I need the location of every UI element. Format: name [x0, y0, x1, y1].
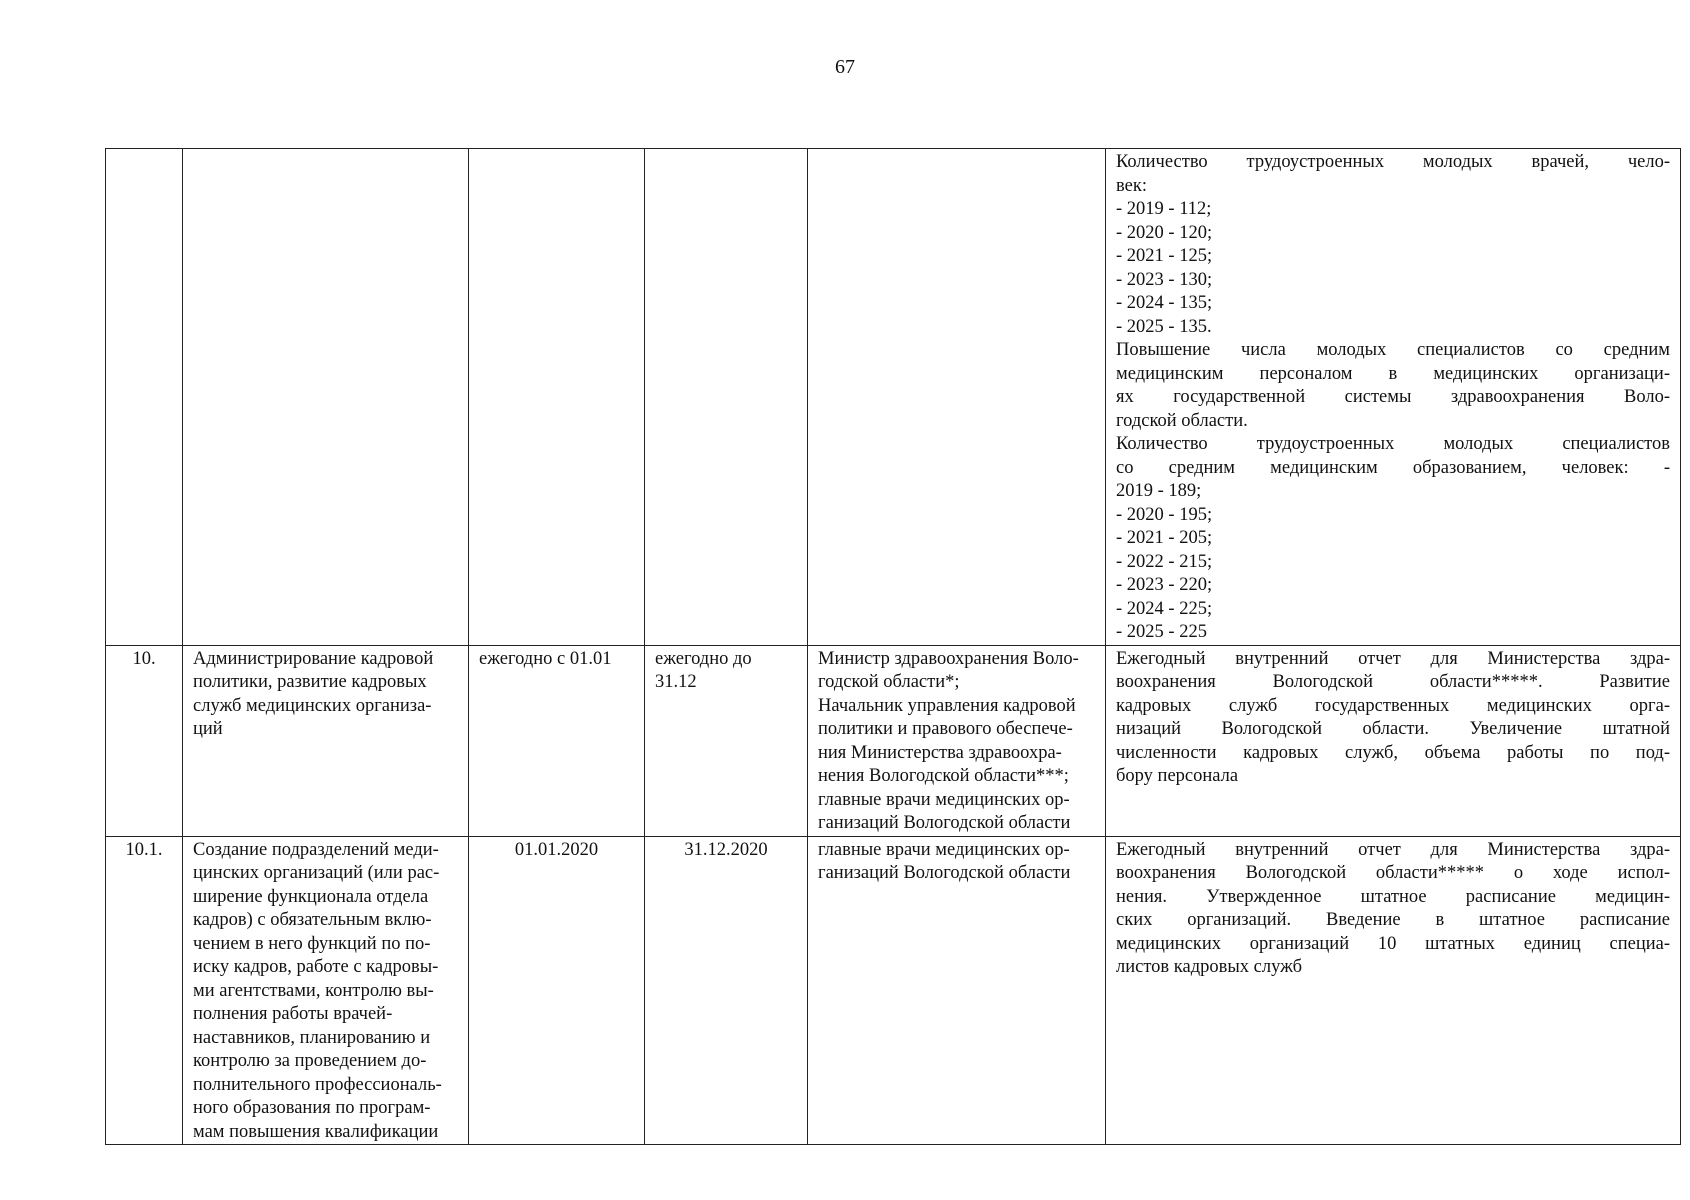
text-line: чением в него функций по по-: [193, 933, 431, 954]
text-line: ций: [193, 719, 223, 739]
text-line: служб медицинских организа-: [193, 695, 432, 716]
text-line: - 2019 - 112;: [1116, 199, 1212, 219]
text-line: ганизаций Вологодской области: [818, 813, 1071, 833]
table-row: [106, 645, 1681, 836]
text-line: - 2021 - 205;: [1116, 528, 1213, 548]
text-line: Начальник управления кадровой: [818, 695, 1076, 716]
table-body: [106, 149, 1681, 1145]
text-line: низаций Вологодской области. Увеличение штатной: [1116, 719, 1670, 739]
text-line: Ежегодный внутренний отчет для Министерства здра-: [1116, 648, 1670, 669]
cell-expected-result: [1106, 149, 1681, 646]
text-line: ного образования по програм-: [193, 1098, 431, 1118]
text-line: 31.12.2020: [684, 839, 768, 860]
text-line: ях государственной системы здравоохранения Воло-: [1116, 387, 1670, 407]
text-line: Повышение числа молодых специалистов со средним: [1116, 340, 1670, 360]
cell-activity-name: [183, 149, 469, 646]
text-line: ширение функционала отдела: [193, 886, 429, 907]
text-line: ских организаций. Введение в штатное расписание: [1116, 910, 1670, 930]
text-line: бору персонала: [1116, 766, 1239, 786]
text-line: кадровых служб государственных медицинских орга-: [1116, 695, 1670, 716]
text-line: главные врачи медицинских ор-: [818, 789, 1070, 810]
text-line: воохранения Вологодской области***** о ходе испол-: [1116, 863, 1670, 883]
text-line: ми агентствами, контролю вы-: [193, 980, 434, 1001]
page-number: 67: [835, 56, 855, 78]
cell-end-date: [645, 836, 808, 1145]
text-line: политики, развитие кадровых: [193, 672, 427, 692]
text-line: - 2020 - 195;: [1116, 504, 1213, 525]
text-line: полнения работы врачей-: [193, 1004, 393, 1024]
text-line: Администрирование кадровой: [193, 648, 434, 669]
text-line: - 2024 - 135;: [1116, 293, 1213, 313]
cell-start-date: ежегодно с 01.01: [469, 645, 645, 836]
text-line: кадров) с обязательным вклю-: [193, 910, 432, 930]
text-line: ежегодно до: [655, 648, 752, 669]
cell-responsible: [808, 645, 1106, 836]
text-line: - 2020 - 120;: [1116, 222, 1213, 243]
text-line: ганизаций Вологодской области: [818, 863, 1071, 883]
text-line: медицинским персоналом в медицинских организаци-: [1116, 363, 1670, 384]
cell-start-date: 01.01.2020: [469, 836, 645, 1145]
table-row: [106, 149, 1681, 646]
text-line: листов кадровых служб: [1116, 957, 1303, 977]
text-line: численности кадровых служб, объема работы по под-: [1116, 742, 1670, 763]
text-line: со средним медицинским образованием, человек: -: [1116, 457, 1670, 478]
text-line: Создание подразделений меди-: [193, 839, 439, 860]
cell-start-date: [469, 149, 645, 646]
cell-number: 10.1.: [106, 836, 183, 1145]
text-line: 31.12: [655, 672, 697, 692]
text-line: Ежегодный внутренний отчет для Министерства здра-: [1116, 839, 1670, 860]
cell-end-date: [645, 149, 808, 646]
cell-end-date: [645, 645, 808, 836]
text-line: Количество трудоустроенных молодых специалистов: [1116, 434, 1670, 454]
text-line: ния Министерства здравоохра-: [818, 742, 1062, 763]
cell-number: 10.: [106, 645, 183, 836]
text-line: 2019 - 189;: [1116, 481, 1202, 501]
text-line: медицинских организаций 10 штатных единиц специа-: [1116, 933, 1670, 954]
text-line: нения Вологодской области***;: [818, 766, 1069, 786]
table-row: [106, 836, 1681, 1145]
text-line: годской области*;: [818, 672, 960, 692]
text-line: - 2023 - 220;: [1116, 575, 1213, 595]
text-line: - 2024 - 225;: [1116, 598, 1213, 619]
text-line: нения. Утвержденное штатное расписание медицин-: [1116, 886, 1670, 907]
text-line: полнительного профессиональ-: [193, 1074, 442, 1095]
text-line: - 2025 - 135.: [1116, 316, 1212, 337]
text-line: - 2023 - 130;: [1116, 269, 1213, 290]
text-line: век:: [1116, 175, 1147, 196]
cell-expected-result: [1106, 645, 1681, 836]
text-line: - 2021 - 125;: [1116, 246, 1213, 266]
text-line: - 2022 - 215;: [1116, 551, 1213, 572]
text-line: Количество трудоустроенных молодых врачей, чело-: [1116, 152, 1670, 172]
cell-responsible: [808, 149, 1106, 646]
cell-activity-name: [183, 836, 469, 1145]
text-line: воохранения Вологодской области*****. Развитие: [1116, 672, 1670, 692]
text-line: иску кадров, работе с кадровы-: [193, 957, 439, 977]
text-line: контролю за проведением до-: [193, 1051, 427, 1071]
text-line: главные врачи медицинских ор-: [818, 839, 1070, 860]
text-line: годской области.: [1116, 410, 1248, 431]
text-line: мам повышения квалификации: [193, 1121, 439, 1142]
text-line: Министр здравоохранения Воло-: [818, 648, 1079, 669]
cell-expected-result: [1106, 836, 1681, 1145]
text-line: политики и правового обеспече-: [818, 719, 1073, 739]
text-line: - 2025 - 225: [1116, 622, 1207, 642]
action-plan-table: [105, 148, 1681, 1145]
text-line: наставников, планированию и: [193, 1027, 431, 1048]
cell-activity-name: [183, 645, 469, 836]
text-line: цинских организаций (или рас-: [193, 863, 440, 883]
cell-number: [106, 149, 183, 646]
cell-responsible: [808, 836, 1106, 1145]
